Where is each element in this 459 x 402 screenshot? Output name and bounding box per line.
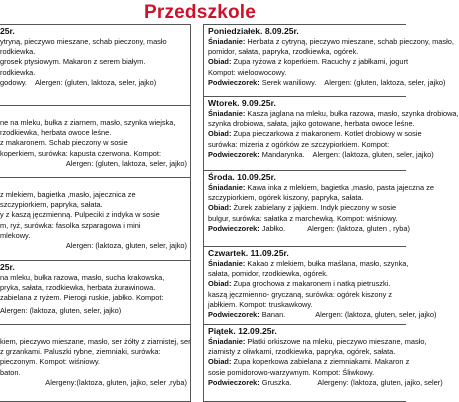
right-menu-column	[203, 24, 459, 402]
day-header: 25r.	[0, 262, 15, 272]
snack-line	[208, 377, 443, 388]
breakfast-label: Śniadanie:	[208, 259, 246, 268]
menu-line: y z kaszą jęczmienną. Pulpeciki z indyka w sosie	[0, 210, 160, 220]
menu-line: sosie pomidorowo-warzywnym. Kompot: Śliwkowy.	[208, 367, 375, 377]
allergens: Alergen: (gluten, laktoza, seler, jajko)	[34, 77, 157, 87]
left-day-1	[0, 25, 190, 106]
menu-line: z makaronem. Schab pieczony w sosie	[0, 138, 128, 148]
lunch-text: Zupa pieczarkowa z makaronem. Kotlet drobiowy w sosie	[231, 129, 422, 139]
breakfast-text: Kasza jaglana na mleku, bułka razowa, masło, szynka drobiowa,	[245, 109, 459, 118]
menu-line: kiem, pieczywo mieszane, masło, ser żółty z ziarnistej, ser	[0, 337, 191, 346]
snack-line	[208, 149, 434, 160]
snack-label: Podwieczorek:	[208, 223, 260, 233]
menu-line: jabłkiem. Kompot: truskawkowy.	[208, 299, 313, 309]
allergens: Alergen: (laktoza, gluten, seler, jajko)	[0, 305, 122, 315]
snack-label: Podwieczorek:	[208, 310, 260, 320]
breakfast-label: Śniadanie:	[208, 109, 246, 118]
breakfast-line	[208, 183, 434, 193]
lunch-label: Obiad:	[208, 357, 232, 367]
right-day-monday	[204, 25, 454, 97]
lunch-text: Zupa koperkowa zabielana z ziemniakami. Makaron z	[231, 357, 410, 367]
breakfast-line	[208, 37, 454, 47]
right-day-friday	[204, 325, 443, 401]
day-header: Środa. 10.09.25r.	[208, 172, 276, 182]
lunch-line	[208, 357, 410, 367]
menu-line: rodkiewka.	[0, 47, 36, 57]
snack-text: godowy.	[0, 77, 27, 87]
day-header: Poniedziałek. 8.09.25r.	[208, 26, 299, 36]
right-day-tuesday	[204, 97, 459, 171]
menu-line: rzodkiewka, herbata owoce leśne.	[0, 128, 112, 138]
snack-line	[208, 223, 410, 234]
lunch-label: Obiad:	[208, 57, 232, 67]
snack-label: Podwieczorek:	[208, 377, 260, 387]
menu-line: z mlekiem, bagietka ,masło, jajecznica ze	[0, 190, 136, 199]
lunch-label: Obiad:	[208, 203, 232, 213]
menu-line: surówka: mizeria z ogórków ze szczypiorkiem. Kompot:	[208, 139, 390, 149]
left-day-5	[0, 325, 190, 399]
lunch-line	[208, 279, 403, 289]
breakfast-label: Śniadanie:	[208, 337, 246, 346]
snack-label: Podwieczorek:	[208, 149, 260, 159]
breakfast-text: Kawa inka z mlekiem, bagietka ,masło, pasta jajeczna ze	[245, 183, 434, 192]
menu-line: kaszą jęczmienno- gryczaną, surówka: ogórek kiszony z	[208, 289, 393, 299]
day-header: Wtorek. 9.09.25r.	[208, 98, 276, 108]
snack-text: Serek waniliowy.	[259, 77, 317, 87]
snack-label: Podwieczorek:	[208, 77, 260, 87]
menu-line: pieczonym. Kompot: wiśniowy.	[0, 357, 101, 367]
menu-line: pryka, sałata, rzodkiewka, herbata żurawinowa.	[0, 283, 156, 293]
menu-line: na mleku, bułka razowa, masło, sucha krakowska,	[0, 273, 165, 282]
breakfast-line	[208, 259, 409, 269]
menu-line: m, ryż, surówka: fasolka szparagowa i mini	[0, 220, 141, 230]
breakfast-text: Herbata z cytryną, pieczywo mieszane, schab pieczony, masło,	[245, 37, 454, 46]
snack-text: Mandarynka.	[259, 149, 305, 159]
menu-line: rodkiewka.	[0, 67, 36, 77]
lunch-label: Obiad:	[208, 129, 232, 139]
snack-text: Jabłko.	[259, 223, 286, 233]
allergens: Alergeny: (laktoza, gluten, jajko, seler)	[317, 377, 443, 387]
right-day-wednesday	[204, 171, 434, 247]
allergens: Alergeny:(laktoza, gluten, jajko, seler ,ryba)	[45, 377, 187, 387]
snack-line	[0, 78, 187, 88]
menu-line: z grzankami. Paluszki rybne, ziemniaki, surówka:	[0, 347, 161, 357]
breakfast-line	[208, 337, 427, 347]
left-menu-column	[0, 24, 191, 402]
menu-line: sałata, pomidor, rzodkiewka, ogórek.	[208, 269, 328, 279]
page-title: Przedszkole	[143, 2, 257, 23]
allergens: Alergen: (laktoza, gluten, seler, jajko)	[312, 149, 434, 159]
day-header	[0, 107, 187, 118]
right-day-thursday	[204, 247, 437, 325]
snack-line	[208, 310, 437, 320]
left-day-3	[0, 178, 190, 261]
day-header: Piątek. 12.09.25r.	[208, 326, 277, 336]
lunch-text: Zupa ryżowa z koperkiem. Racuchy z jabłkami, jogurt	[231, 57, 409, 67]
lunch-line	[208, 57, 409, 67]
allergens: Alergen: (gluten, laktoza, seler, jajko)	[65, 158, 187, 168]
breakfast-label: Śniadanie:	[208, 37, 246, 46]
snack-text: Gruszka.	[259, 377, 292, 387]
left-day-2	[0, 106, 190, 178]
menu-line: zabielana z ryżem. Pierogi ruskie, jabłko. Kompot:	[0, 293, 164, 303]
allergens: Alergen: (laktoza, gluten , ryba)	[307, 223, 410, 233]
breakfast-line	[208, 109, 459, 119]
menu-line: Kompot: wieloowocowy.	[208, 67, 287, 77]
lunch-line	[208, 203, 403, 213]
snack-line	[208, 77, 446, 88]
menu-line: szynka drobiowa, sałata, jajko gotowane, herbata owoce leśne.	[208, 119, 415, 129]
breakfast-text: Płatki orkiszowe na mleku, pieczywo mieszane, masło,	[245, 337, 427, 346]
lunch-line	[208, 129, 422, 139]
menu-line: ytryną, pieczywo mieszane, schab pieczony, masło	[0, 37, 167, 46]
left-day-4	[0, 261, 190, 325]
menu-line: bulgur, surówka: sałatka z marchewką. Kompot: wiśniowy.	[208, 213, 398, 223]
menu-line: grosek ptysiowym. Makaron z serem białym.	[0, 57, 146, 67]
menu-line: ziarnisty z oliwkami, rzodkiewka, papryka, ogórek, sałata.	[208, 347, 396, 357]
menu-line: ne na mleku, bułka z ziarnem, masło, szynka wiejska,	[0, 118, 176, 127]
allergens: Alergen: (gluten, laktoza, seler, jajko)	[324, 77, 446, 87]
menu-line: mlekowy.	[0, 230, 31, 240]
lunch-label: Obiad:	[208, 279, 232, 289]
allergens: Alergen: (laktoza, gluten, seler, jajko)	[315, 310, 437, 320]
lunch-text: Żurek zabielany z jajkiem. Indyk pieczony w sosie	[231, 203, 397, 213]
day-header	[0, 179, 187, 190]
lunch-text: Zupa grochowa z makaronem i natką pietruszki.	[231, 279, 391, 289]
day-header: 25r.	[0, 26, 15, 36]
breakfast-text: Kakao z mlekiem, bułka maślana, masło, szynka,	[245, 259, 409, 268]
menu-line: baton.	[0, 367, 21, 377]
breakfast-label: Śniadanie:	[208, 183, 246, 192]
snack-text: Banan.	[259, 310, 286, 320]
menu-line: szczypiorkiem, ogórek kiszony, papryka, sałata.	[208, 193, 364, 203]
menu-line: szczypiorkiem, papryka, sałata.	[0, 200, 103, 210]
menu-line: pomidor, sałata, papryka, rzodkiewka, ogórek.	[208, 47, 359, 57]
day-header: Czwartek. 11.09.25r.	[208, 248, 289, 258]
menu-line: koperkiem, surówka: kapusta czerwona. Kompot:	[0, 148, 162, 158]
day-header	[0, 326, 187, 337]
allergens: Alergen: (laktoza, gluten, seler, jajko)	[65, 241, 187, 251]
